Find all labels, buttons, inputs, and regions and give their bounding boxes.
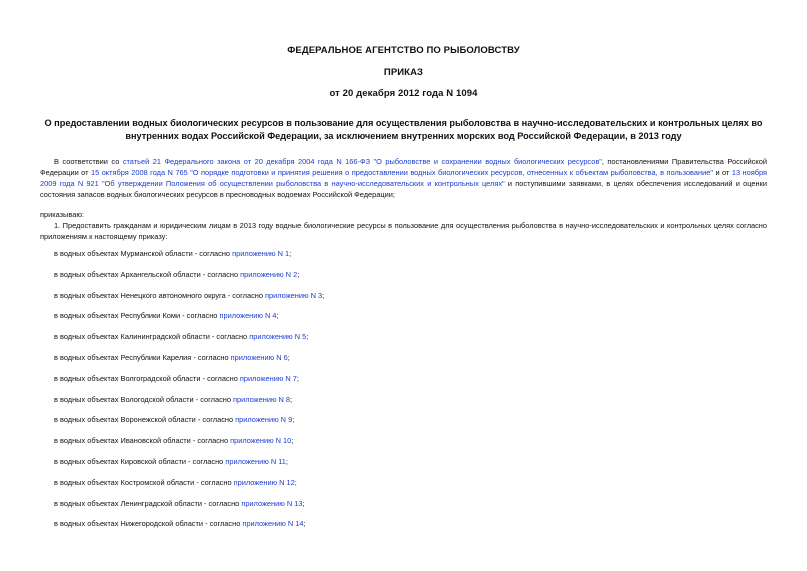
appendix-link[interactable]: приложению N 7 [239, 373, 297, 383]
agency-heading: ФЕДЕРАЛЬНОЕ АГЕНТСТВО ПО РЫБОЛОВСТВУ [287, 45, 520, 56]
list-item-text: в водных объектах Республики Коми - согласно [54, 311, 220, 321]
list-item [54, 457, 288, 467]
list-item-end: ; [285, 457, 288, 466]
government-decree-921-link[interactable]: 13 ноября 2009 года N 921 "Об утверждении Положения об осуществлении рыболовства в научно-исследовательских и контрольных целях" [40, 168, 768, 188]
preamble-paragraph [40, 156, 767, 200]
list-item [54, 499, 305, 509]
preamble-text-4: и поступившими заявками, в целях обеспечения исследований и оценки состояния запасов водных биологических ресурсов в пресноводных водоемах Российской Федерации; [40, 179, 767, 199]
list-item-end: ; [303, 519, 306, 529]
appendix-link[interactable]: приложению N 2 [240, 269, 298, 279]
list-item-text: в водных объектах Ненецкого автономного округа - согласно [54, 290, 266, 300]
list-item-text: в водных объектах Ленинградской области - согласно [54, 498, 242, 508]
appendix-link[interactable]: приложению N 14 [242, 519, 304, 529]
list-item [54, 415, 294, 425]
list-item-end: ; [306, 332, 309, 342]
preamble-text-3: и от [712, 168, 732, 177]
appendix-link[interactable]: приложению N 4 [219, 311, 277, 321]
list-item-end: ; [287, 353, 290, 362]
list-item [54, 478, 297, 488]
list-item-end: ; [292, 415, 295, 425]
list-item-end: ; [322, 290, 325, 300]
list-item-text: в водных объектах Мурманской области - согласно [54, 249, 233, 258]
list-item [54, 291, 324, 301]
appendix-link[interactable]: приложению N 3 [265, 290, 323, 300]
preamble-text-1: В соответствии со [54, 157, 123, 166]
appendix-link[interactable]: приложению N 1 [232, 249, 290, 258]
list-item [54, 436, 293, 446]
appendix-link[interactable]: приложению N 12 [233, 477, 295, 487]
government-decree-765-link[interactable]: 15 октября 2008 года N 765 "О порядке подготовки и принятия решения о предоставлении водных биологических ресурсов, отнесенных к объектам рыболовства, в пользование" [91, 168, 713, 177]
list-item-text: в водных объектах Костромской области - согласно [54, 477, 234, 487]
point-1-paragraph: 1. Предоставить гражданам и юридическим лицам в 2013 году водные биологические ресурсы в пользование для осуществления рыболовства в научно-исследовательских и контрольных целях согласно приложениям к настоящему приказу: [40, 221, 767, 241]
list-item [54, 311, 279, 321]
list-item-end: ; [291, 436, 294, 446]
appendix-link[interactable]: приложению N 11 [225, 457, 286, 466]
list-item-text: в водных объектах Волгоградской области - согласно [54, 373, 240, 383]
appendix-link[interactable]: приложению N 8 [233, 394, 291, 404]
list-item-end: ; [302, 498, 305, 508]
appendix-link[interactable]: приложению N 6 [230, 353, 288, 362]
document-type-heading: ПРИКАЗ [383, 67, 424, 78]
preamble-text-2: , постановлениями Правительства Российской Федерации от [40, 157, 767, 177]
list-item-end: ; [276, 311, 279, 321]
list-item-text: в водных объектах Архангельской области - согласно [54, 269, 241, 279]
appendix-link[interactable]: приложению N 5 [249, 332, 307, 342]
list-item-end: ; [297, 269, 300, 279]
list-item [54, 332, 308, 342]
document-date-number: от 20 декабря 2012 года N 1094 [329, 88, 478, 99]
list-item-end: ; [296, 373, 299, 383]
list-item [54, 249, 291, 259]
list-item-end: ; [290, 394, 293, 404]
list-item-end: ; [294, 477, 297, 487]
list-item [54, 353, 290, 363]
list-item [54, 374, 299, 384]
appendix-link[interactable]: приложению N 10 [230, 436, 292, 446]
list-item-text: в водных объектах Нижегородской области - согласно [54, 519, 243, 529]
list-item-text: в водных объектах Калининградской области - согласно [54, 332, 250, 342]
list-item-text: в водных объектах Воронежской области - согласно [54, 415, 236, 425]
list-item-text: в водных объектах Вологодской области - согласно [54, 394, 234, 404]
list-item [54, 270, 299, 280]
list-item-text: в водных объектах Кировской области - согласно [54, 457, 226, 466]
list-item [54, 395, 292, 405]
list-item-text: в водных объектах Республики Карелия - согласно [54, 353, 231, 362]
list-item [54, 519, 306, 529]
document-title: О предоставлении водных биологических ресурсов в пользование для осуществления рыболовства в научно-исследовательских и контрольных целях во внутренних водах Российской Федерации, за исключением внутренних морских вод Российской Федерации, в 2013 году [44, 118, 763, 141]
list-item-end: ; [289, 249, 292, 258]
law-article-link[interactable]: статьей 21 Федерального закона от 20 декабря 2004 года N 166-ФЗ "О рыболовстве и сохранении водных биологических ресурсов" [122, 157, 602, 166]
order-word: приказываю: [40, 210, 84, 219]
appendix-link[interactable]: приложению N 13 [241, 498, 303, 508]
list-item-text: в водных объектах Ивановской области - согласно [54, 436, 231, 446]
appendix-link[interactable]: приложению N 9 [235, 415, 293, 425]
